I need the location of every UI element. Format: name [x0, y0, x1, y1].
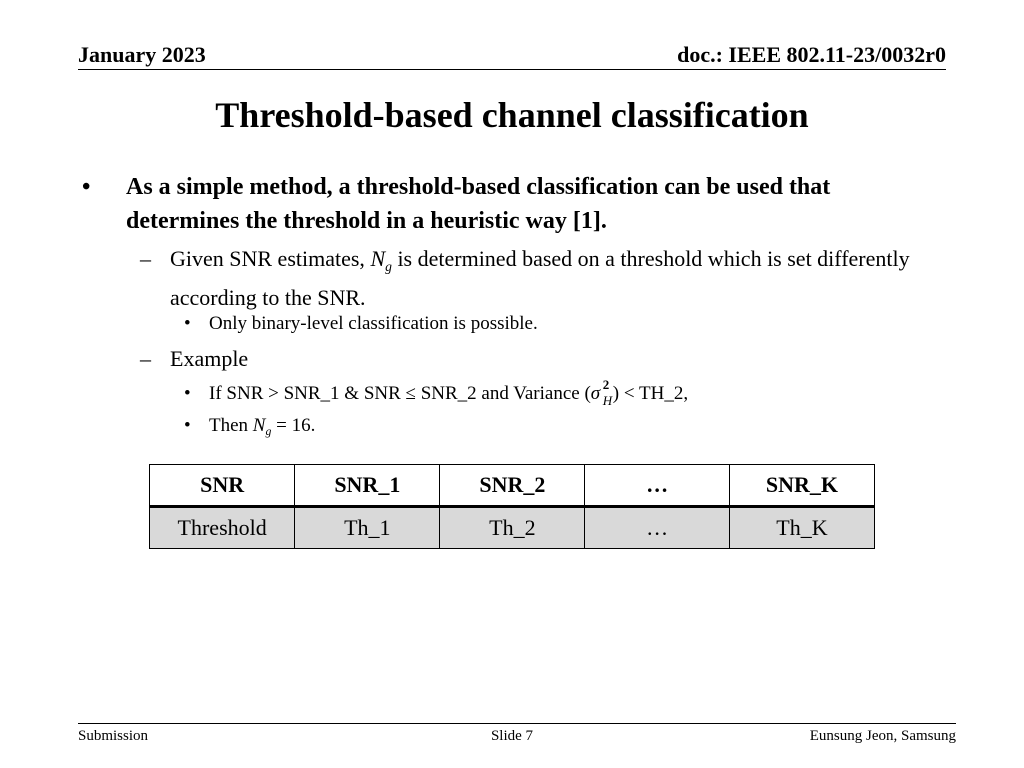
- dash-bullet: –: [140, 246, 151, 271]
- sub-bullet-text: Example: [170, 346, 249, 371]
- bullet-text: As a simple method, a threshold-based classification can be used that determines the threshold in a heuristic way [1].: [126, 174, 831, 234]
- sigma: σ: [590, 383, 601, 404]
- sigma-symbol: [590, 377, 613, 408]
- text-part: is determined based on a threshold which is set differently according to the SNR.: [170, 246, 910, 310]
- table-header-cell: SNR_1: [295, 465, 440, 507]
- slide-title: Threshold-based channel classification: [215, 95, 809, 135]
- superscript-2: 2: [602, 377, 610, 392]
- text-part: Then: [209, 415, 253, 436]
- table-header-cell: SNR_K: [729, 465, 874, 507]
- condition-text: [209, 377, 899, 408]
- bullet-dot: •: [82, 174, 91, 200]
- table-header-row: [150, 465, 875, 507]
- header-doc-id: doc.: IEEE 802.11-23/0032r0: [677, 42, 946, 67]
- subscript-h: H: [602, 393, 613, 408]
- threshold-table: [149, 464, 875, 549]
- table-row: [150, 507, 875, 549]
- table-header-cell: SNR: [150, 465, 295, 507]
- footer-rule: [78, 723, 956, 724]
- text-part: If SNR > SNR_1 & SNR ≤ SNR_2 and Variance (: [209, 383, 591, 404]
- subscript-g: g: [265, 425, 272, 439]
- table-cell: Th_1: [295, 507, 440, 549]
- table-cell: …: [585, 507, 729, 549]
- symbol-n: N: [370, 246, 386, 271]
- text-part: = 16.: [271, 415, 316, 436]
- bullet-dot: •: [184, 415, 191, 436]
- dash-bullet: –: [140, 346, 151, 371]
- header-date: January 2023: [78, 42, 206, 67]
- sub-bullet-text: [170, 243, 940, 313]
- result-text: [209, 413, 899, 445]
- subscript-g: g: [385, 258, 392, 274]
- footer-author: Eunsung Jeon, Samsung: [809, 728, 956, 744]
- table-header-cell: SNR_2: [440, 465, 585, 507]
- footer-submission: Submission: [78, 728, 149, 744]
- sub-sub-bullet-text: Only binary-level classification is possible.: [209, 313, 538, 334]
- bullet-dot: •: [184, 313, 191, 334]
- table-cell: Th_2: [440, 507, 585, 549]
- symbol-n: N: [252, 415, 266, 436]
- text-part: ) < TH_2,: [612, 383, 689, 404]
- table-cell: Th_K: [729, 507, 874, 549]
- footer-slide-number: Slide 7: [490, 728, 534, 744]
- table-cell: Threshold: [150, 507, 295, 549]
- bullet-dot: •: [184, 383, 191, 404]
- header-rule: [78, 69, 946, 70]
- text-part: Given SNR estimates,: [170, 246, 371, 271]
- table-header-cell: …: [585, 465, 729, 507]
